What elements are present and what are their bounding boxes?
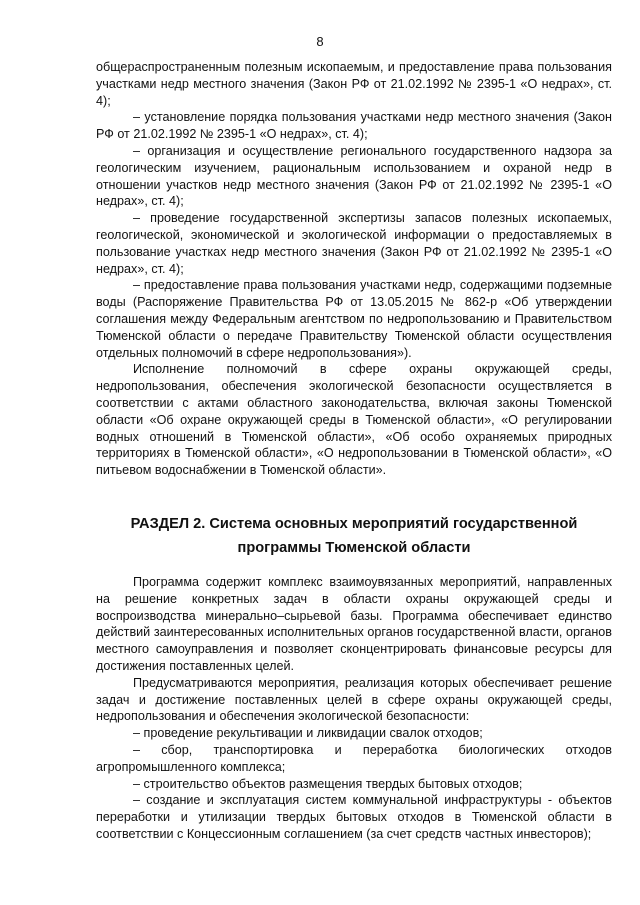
paragraph: общераспространенным полезным ископаемым, и предоставление права пользования участками недр местного значения (Закон РФ от 21.02.1992 № 2395-1 «О недрах», ст. 4); bbox=[96, 60, 612, 108]
page-number: 8 bbox=[316, 34, 324, 49]
list-item: – строительство объектов размещения твердых бытовых отходов; bbox=[133, 776, 523, 791]
text-block-powers bbox=[96, 59, 612, 479]
list-item: – проведение рекультивации и ликвидации свалок отходов; bbox=[133, 726, 483, 741]
paragraph: Предусматриваются мероприятия, реализация которых обеспечивает решение задач и достижение поставленных целей в сфере охраны окружающей среды, недропользования и обеспечения экологической безопасности: bbox=[96, 675, 612, 724]
list-item: – предоставление права пользования участками недр, содержащими подземные воды (Распоряжение Правительства РФ от 13.05.2015 № 862-р «Об утверждении соглашения между Федеральным агентством по недропользованию и Правительством Тюменской области о передаче Правительству Тюменской области осуществления отдельных полномочий в сфере недропользования»). bbox=[96, 278, 612, 360]
list-item: – создание и эксплуатация систем коммунальной инфраструктуры - объектов переработки и утилизации твердых бытовых отходов в Тюменской области в соответствии с Концессионным соглашением (за счет средств частных инвесторов); bbox=[96, 793, 612, 841]
list-item: – проведение государственной экспертизы запасов полезных ископаемых, геологической, экономической и экологической информации о предоставляемых в пользование участках недр местного значения (Закон РФ от 21.02.1992 № 2395-1 «О недрах», ст. 4); bbox=[96, 211, 612, 276]
text-block-program bbox=[96, 574, 612, 843]
section-heading-line-1: РАЗДЕЛ 2. Система основных мероприятий государственной bbox=[130, 516, 578, 532]
section-heading bbox=[96, 512, 612, 560]
paragraph: Программа содержит комплекс взаимоувязанных мероприятий, направленных на решение конкретных задач в области охраны окружающей среды и воспроизводства минерально–сырьевой базы. Программа обеспечивает единство действий заинтересованных исполнительных органов государственной власти, органов местного самоуправления и позволяет сконцентрировать финансовые ресурсы для достижения поставленных целей. bbox=[96, 575, 612, 673]
list-item: – установление порядка пользования участками недр местного значения (Закон РФ от 21.02.1992 № 2395-1 «О недрах», ст. 4); bbox=[96, 110, 612, 142]
list-item: – организация и осуществление регионального государственного надзора за геологическим изучением, рациональным использованием и охраной недр в отношении участков недр местного значения (Закон РФ от 21.02.1992 № 2395-1 «О недрах», ст. 4); bbox=[96, 143, 612, 209]
list-item: – сбор, транспортировка и переработка биологических отходов агропромышленного комплекса; bbox=[96, 742, 612, 774]
paragraph: Исполнение полномочий в сфере охраны окружающей среды, недропользования, обеспечения экологической безопасности осуществляется в соответствии с актами областного законодательства, включая законы Тюменской области «Об охране окружающей среды в Тюменской области», «О регулировании водных отношений в Тюменской области», «Об особо охраняемых природных территориях в Тюменской области», «О недропользовании в Тюменской области», «О питьевом водоснабжении в Тюменской области». bbox=[96, 362, 612, 478]
section-heading-line-2: программы Тюменской области bbox=[237, 540, 471, 556]
